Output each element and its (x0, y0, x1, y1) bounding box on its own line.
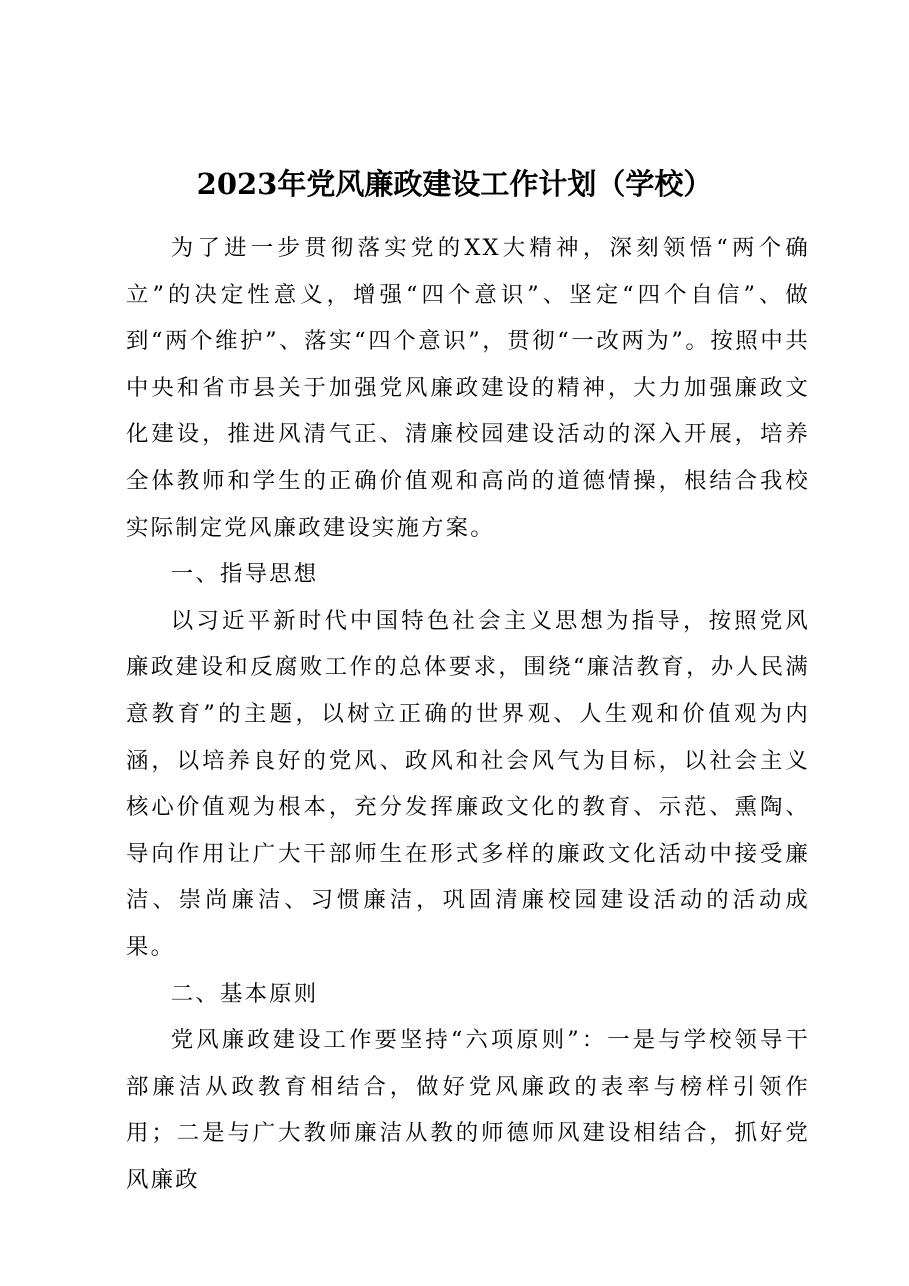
document-title: 2023年党风廉政建设工作计划（学校） (196, 167, 713, 201)
section-heading-basic-principles: 二、基本原则 (170, 980, 319, 1007)
intro-paragraph: 为了进一步贯彻落实党的XX大精神，深刻领悟“两个确立”的决定性意义，增强“四个意识”、坚定“四个自信”、做到“两个维护”、落实“四个意识”，贯彻“一改两为”。按照中共中央和省市县关于加强党风廉政建设的精神，大力加强廉政文化建设，推进风清气正、清廉校园建设活动的深入开展，培养全体教师和学生的正确价值观和高尚的道德情操，根结合我校实际制定党风廉政建设实施方案。 (126, 235, 810, 541)
guiding-ideology-paragraph: 以习近平新时代中国特色社会主义思想为指导，按照党风廉政建设和反腐败工作的总体要求，围绕“廉洁教育，办人民满意教育”的主题，以树立正确的世界观、人生观和价值观为内涵，以培养良好的党风、政风和社会风气为目标，以社会主义核心价值观为根本，充分发挥廉政文化的教育、示范、熏陶、导向作用让广大干部师生在形式多样的廉政文化活动中接受廉洁、崇尚廉洁、习惯廉洁，巩固清廉校园建设活动的活动成果。 (126, 607, 810, 960)
basic-principles-paragraph: 党风廉政建设工作要坚持“六项原则”：一是与学校领导干部廉洁从政教育相结合，做好党风廉政的表率与榜样引领作用；二是与广大教师廉洁从教的师德师风建设相结合，抓好党风廉政 (126, 1027, 810, 1193)
document-body (126, 225, 810, 1203)
section-heading-guiding-ideology: 一、指导思想 (170, 561, 319, 588)
